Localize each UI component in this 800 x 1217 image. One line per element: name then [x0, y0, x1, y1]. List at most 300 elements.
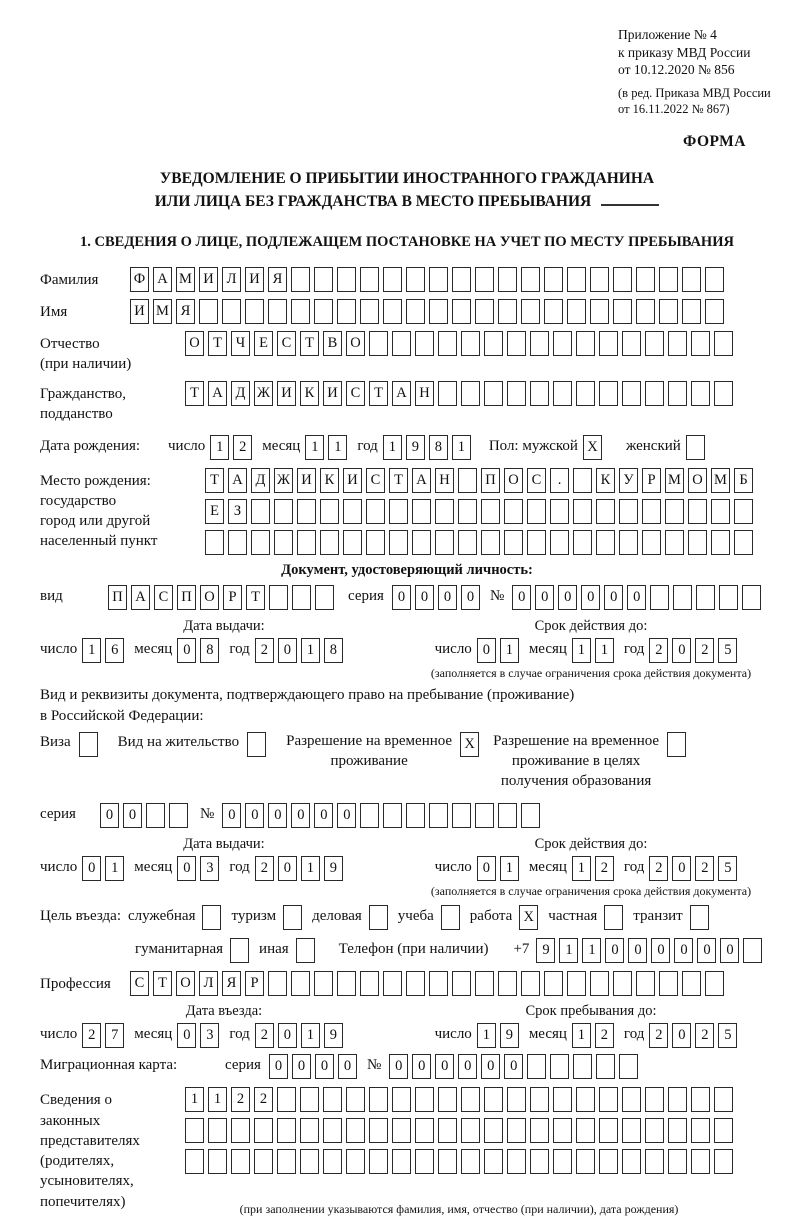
form-cell[interactable] — [567, 971, 586, 996]
form-cell[interactable]: 0 — [581, 585, 600, 610]
form-cell[interactable] — [507, 1118, 526, 1143]
form-cell[interactable] — [521, 299, 540, 324]
permit-issue-day-cells[interactable] — [82, 856, 124, 881]
form-cell[interactable] — [696, 585, 715, 610]
form-cell[interactable] — [642, 530, 661, 555]
form-cell[interactable] — [406, 299, 425, 324]
form-cell[interactable] — [530, 331, 549, 356]
form-cell[interactable]: 1 — [82, 638, 101, 663]
form-cell[interactable]: М — [665, 468, 684, 493]
form-cell[interactable]: 0 — [338, 1054, 357, 1079]
form-cell[interactable]: 0 — [438, 585, 457, 610]
form-cell[interactable]: 0 — [315, 1054, 334, 1079]
form-cell[interactable] — [596, 530, 615, 555]
form-cell[interactable]: 2 — [695, 638, 714, 663]
form-cell[interactable]: 9 — [406, 435, 425, 460]
form-cell[interactable] — [673, 585, 692, 610]
form-cell[interactable]: 1 — [185, 1087, 204, 1112]
form-cell[interactable] — [481, 530, 500, 555]
form-cell[interactable] — [504, 499, 523, 524]
stay-year-cells[interactable] — [649, 1023, 737, 1048]
form-cell[interactable] — [369, 1118, 388, 1143]
purpose-work-checkbox[interactable] — [519, 905, 538, 930]
form-cell[interactable]: Ф — [130, 267, 149, 292]
stay-month-cells[interactable] — [572, 1023, 614, 1048]
form-cell[interactable] — [504, 530, 523, 555]
form-cell[interactable] — [550, 499, 569, 524]
form-cell[interactable] — [668, 331, 687, 356]
form-cell[interactable] — [668, 1149, 687, 1174]
form-cell[interactable] — [169, 803, 188, 828]
form-cell[interactable] — [185, 1149, 204, 1174]
form-cell[interactable] — [337, 267, 356, 292]
form-cell[interactable] — [300, 1149, 319, 1174]
form-cell[interactable] — [705, 267, 724, 292]
form-cell[interactable]: 0 — [268, 803, 287, 828]
form-cell[interactable] — [452, 803, 471, 828]
form-cell[interactable] — [438, 1149, 457, 1174]
form-cell[interactable] — [619, 1054, 638, 1079]
form-cell[interactable]: 1 — [452, 435, 471, 460]
form-cell[interactable]: Е — [205, 499, 224, 524]
permit-valid-day-cells[interactable] — [477, 856, 519, 881]
form-cell[interactable] — [314, 971, 333, 996]
form-cell[interactable] — [576, 331, 595, 356]
form-cell[interactable]: 1 — [500, 638, 519, 663]
form-cell[interactable]: 2 — [233, 435, 252, 460]
form-cell[interactable]: 1 — [210, 435, 229, 460]
form-cell[interactable]: Т — [208, 331, 227, 356]
form-cell[interactable]: С — [366, 468, 385, 493]
form-cell[interactable]: 0 — [435, 1054, 454, 1079]
form-cell[interactable] — [742, 585, 761, 610]
form-cell[interactable] — [484, 1087, 503, 1112]
form-cell[interactable] — [544, 299, 563, 324]
form-cell[interactable] — [406, 803, 425, 828]
form-cell[interactable] — [251, 530, 270, 555]
form-cell[interactable] — [79, 732, 98, 757]
form-cell[interactable]: 0 — [389, 1054, 408, 1079]
form-cell[interactable]: Б — [734, 468, 753, 493]
form-cell[interactable]: И — [297, 468, 316, 493]
form-cell[interactable] — [392, 1149, 411, 1174]
form-cell[interactable] — [369, 1149, 388, 1174]
form-cell[interactable]: М — [153, 299, 172, 324]
form-cell[interactable]: 1 — [208, 1087, 227, 1112]
form-cell[interactable] — [277, 1149, 296, 1174]
form-cell[interactable] — [475, 299, 494, 324]
form-cell[interactable]: О — [200, 585, 219, 610]
form-cell[interactable] — [360, 803, 379, 828]
form-cell[interactable]: Т — [185, 381, 204, 406]
form-cell[interactable] — [567, 299, 586, 324]
form-cell[interactable] — [686, 435, 705, 460]
form-cell[interactable] — [346, 1087, 365, 1112]
form-cell[interactable] — [682, 971, 701, 996]
form-cell[interactable] — [314, 267, 333, 292]
form-cell[interactable]: 0 — [697, 938, 716, 963]
form-cell[interactable]: К — [320, 468, 339, 493]
form-cell[interactable] — [613, 267, 632, 292]
form-cell[interactable] — [314, 299, 333, 324]
form-cell[interactable] — [530, 1149, 549, 1174]
form-cell[interactable]: 0 — [512, 585, 531, 610]
form-cell[interactable]: 2 — [82, 1023, 101, 1048]
form-cell[interactable] — [599, 331, 618, 356]
form-cell[interactable] — [383, 299, 402, 324]
form-cell[interactable] — [415, 1087, 434, 1112]
form-cell[interactable] — [438, 1087, 457, 1112]
form-cell[interactable] — [714, 381, 733, 406]
form-cell[interactable] — [527, 530, 546, 555]
birth-month-cells[interactable] — [305, 435, 347, 460]
form-cell[interactable] — [550, 530, 569, 555]
form-cell[interactable]: 9 — [536, 938, 555, 963]
form-cell[interactable] — [645, 1118, 664, 1143]
form-cell[interactable] — [245, 299, 264, 324]
form-cell[interactable] — [521, 971, 540, 996]
form-cell[interactable]: 0 — [177, 856, 196, 881]
form-cell[interactable]: 0 — [477, 856, 496, 881]
form-cell[interactable] — [452, 299, 471, 324]
form-cell[interactable]: 9 — [324, 856, 343, 881]
form-cell[interactable] — [269, 585, 288, 610]
form-cell[interactable] — [544, 971, 563, 996]
form-cell[interactable] — [205, 530, 224, 555]
form-cell[interactable]: Я — [222, 971, 241, 996]
form-cell[interactable]: И — [343, 468, 362, 493]
doc-valid-day-cells[interactable] — [477, 638, 519, 663]
form-cell[interactable] — [438, 1118, 457, 1143]
form-cell[interactable] — [291, 267, 310, 292]
form-cell[interactable]: И — [323, 381, 342, 406]
form-cell[interactable]: Д — [231, 381, 250, 406]
permit-number-cells[interactable] — [222, 803, 540, 828]
form-cell[interactable] — [498, 267, 517, 292]
form-cell[interactable]: 1 — [301, 856, 320, 881]
form-cell[interactable] — [392, 1087, 411, 1112]
form-cell[interactable]: 0 — [481, 1054, 500, 1079]
doc-number-cells[interactable] — [512, 585, 761, 610]
residence-permit-checkbox[interactable] — [247, 731, 266, 757]
form-cell[interactable] — [337, 971, 356, 996]
form-cell[interactable]: 2 — [255, 1023, 274, 1048]
form-cell[interactable]: 2 — [255, 856, 274, 881]
form-cell[interactable] — [458, 499, 477, 524]
form-cell[interactable]: Ж — [254, 381, 273, 406]
form-cell[interactable]: Я — [176, 299, 195, 324]
visa-checkbox[interactable] — [79, 731, 98, 757]
form-cell[interactable] — [429, 267, 448, 292]
form-cell[interactable]: 8 — [324, 638, 343, 663]
form-cell[interactable]: И — [277, 381, 296, 406]
doc-valid-year-cells[interactable] — [649, 638, 737, 663]
form-cell[interactable] — [296, 938, 315, 963]
form-cell[interactable]: 1 — [559, 938, 578, 963]
form-cell[interactable]: 1 — [500, 856, 519, 881]
purpose-study-checkbox[interactable] — [441, 905, 460, 930]
form-cell[interactable] — [599, 1149, 618, 1174]
form-cell[interactable]: П — [108, 585, 127, 610]
form-cell[interactable]: 2 — [649, 638, 668, 663]
form-cell[interactable]: 1 — [582, 938, 601, 963]
form-cell[interactable] — [576, 381, 595, 406]
form-cell[interactable] — [323, 1118, 342, 1143]
form-cell[interactable]: 1 — [572, 638, 591, 663]
form-cell[interactable] — [567, 267, 586, 292]
form-cell[interactable] — [668, 381, 687, 406]
form-cell[interactable] — [406, 267, 425, 292]
doc-issue-year-cells[interactable] — [255, 638, 343, 663]
form-cell[interactable]: 0 — [123, 803, 142, 828]
birthplace-row1-cells[interactable] — [205, 468, 753, 493]
form-cell[interactable]: 0 — [100, 803, 119, 828]
form-cell[interactable]: С — [154, 585, 173, 610]
doc-type-cells[interactable] — [108, 585, 334, 610]
form-cell[interactable] — [268, 299, 287, 324]
form-cell[interactable]: П — [481, 468, 500, 493]
doc-issue-day-cells[interactable] — [82, 638, 124, 663]
form-cell[interactable]: 0 — [278, 1023, 297, 1048]
form-cell[interactable] — [360, 299, 379, 324]
form-cell[interactable]: 0 — [245, 803, 264, 828]
form-cell[interactable]: 0 — [82, 856, 101, 881]
form-cell[interactable]: 0 — [412, 1054, 431, 1079]
form-cell[interactable] — [415, 1118, 434, 1143]
form-cell[interactable] — [688, 530, 707, 555]
form-cell[interactable]: А — [392, 381, 411, 406]
form-cell[interactable] — [507, 1149, 526, 1174]
form-cell[interactable]: 2 — [649, 1023, 668, 1048]
form-cell[interactable] — [553, 1087, 572, 1112]
form-cell[interactable]: Т — [389, 468, 408, 493]
stay-day-cells[interactable] — [477, 1023, 519, 1048]
form-cell[interactable] — [484, 331, 503, 356]
form-cell[interactable]: 0 — [415, 585, 434, 610]
form-cell[interactable]: 7 — [105, 1023, 124, 1048]
purpose-official-checkbox[interactable] — [202, 905, 221, 930]
birthplace-row2-cells[interactable] — [205, 499, 753, 524]
form-cell[interactable]: 5 — [718, 1023, 737, 1048]
form-cell[interactable] — [743, 938, 762, 963]
form-cell[interactable] — [622, 331, 641, 356]
form-cell[interactable]: 0 — [672, 856, 691, 881]
form-cell[interactable] — [553, 1149, 572, 1174]
permit-issue-year-cells[interactable] — [255, 856, 343, 881]
form-cell[interactable]: Н — [415, 381, 434, 406]
form-cell[interactable] — [645, 381, 664, 406]
form-cell[interactable]: 2 — [254, 1087, 273, 1112]
form-cell[interactable] — [553, 331, 572, 356]
form-cell[interactable] — [622, 1087, 641, 1112]
form-cell[interactable]: 6 — [105, 638, 124, 663]
doc-valid-month-cells[interactable] — [572, 638, 614, 663]
form-cell[interactable]: У — [619, 468, 638, 493]
form-cell[interactable]: О — [176, 971, 195, 996]
representatives-row2-cells[interactable] — [185, 1118, 733, 1143]
form-cell[interactable] — [366, 499, 385, 524]
form-cell[interactable] — [435, 499, 454, 524]
form-cell[interactable]: 0 — [720, 938, 739, 963]
form-cell[interactable] — [484, 381, 503, 406]
form-cell[interactable] — [530, 1118, 549, 1143]
form-cell[interactable]: 2 — [255, 638, 274, 663]
form-cell[interactable] — [291, 299, 310, 324]
form-cell[interactable]: 5 — [718, 856, 737, 881]
form-cell[interactable]: X — [519, 905, 538, 930]
form-cell[interactable]: 3 — [200, 1023, 219, 1048]
form-cell[interactable] — [622, 1118, 641, 1143]
form-cell[interactable] — [283, 905, 302, 930]
form-cell[interactable] — [366, 530, 385, 555]
form-cell[interactable] — [714, 331, 733, 356]
form-cell[interactable]: О — [688, 468, 707, 493]
sex-female-checkbox[interactable] — [686, 435, 705, 460]
form-cell[interactable]: 3 — [200, 856, 219, 881]
form-cell[interactable] — [435, 530, 454, 555]
form-cell[interactable] — [251, 499, 270, 524]
form-cell[interactable]: 0 — [604, 585, 623, 610]
form-cell[interactable] — [659, 299, 678, 324]
form-cell[interactable] — [254, 1118, 273, 1143]
form-cell[interactable] — [452, 267, 471, 292]
form-cell[interactable]: 0 — [672, 638, 691, 663]
form-cell[interactable] — [415, 1149, 434, 1174]
form-cell[interactable]: Я — [268, 267, 287, 292]
form-cell[interactable] — [406, 971, 425, 996]
form-cell[interactable] — [360, 971, 379, 996]
form-cell[interactable] — [268, 971, 287, 996]
form-cell[interactable] — [668, 1087, 687, 1112]
form-cell[interactable] — [228, 530, 247, 555]
form-cell[interactable] — [346, 1149, 365, 1174]
form-cell[interactable] — [429, 803, 448, 828]
form-cell[interactable] — [507, 381, 526, 406]
form-cell[interactable] — [412, 499, 431, 524]
form-cell[interactable] — [185, 1118, 204, 1143]
form-cell[interactable] — [438, 381, 457, 406]
form-cell[interactable]: 1 — [305, 435, 324, 460]
form-cell[interactable] — [383, 267, 402, 292]
form-cell[interactable] — [300, 1118, 319, 1143]
form-cell[interactable] — [622, 381, 641, 406]
form-cell[interactable]: С — [130, 971, 149, 996]
form-cell[interactable] — [682, 299, 701, 324]
form-cell[interactable] — [231, 1149, 250, 1174]
form-cell[interactable] — [481, 499, 500, 524]
form-cell[interactable] — [297, 499, 316, 524]
form-cell[interactable] — [573, 530, 592, 555]
form-cell[interactable] — [596, 1054, 615, 1079]
form-cell[interactable] — [668, 1118, 687, 1143]
form-cell[interactable] — [553, 381, 572, 406]
form-cell[interactable]: О — [185, 331, 204, 356]
form-cell[interactable]: П — [177, 585, 196, 610]
doc-issue-month-cells[interactable] — [177, 638, 219, 663]
form-cell[interactable]: А — [228, 468, 247, 493]
form-cell[interactable]: Н — [435, 468, 454, 493]
form-cell[interactable]: С — [527, 468, 546, 493]
form-cell[interactable] — [599, 1087, 618, 1112]
form-cell[interactable]: 0 — [314, 803, 333, 828]
form-cell[interactable]: 0 — [177, 1023, 196, 1048]
form-cell[interactable]: . — [550, 468, 569, 493]
form-cell[interactable] — [369, 1087, 388, 1112]
form-cell[interactable]: А — [153, 267, 172, 292]
temp-permit-checkbox[interactable] — [460, 731, 479, 757]
form-cell[interactable] — [576, 1087, 595, 1112]
form-cell[interactable] — [343, 530, 362, 555]
given-name-cells[interactable] — [130, 299, 724, 324]
form-cell[interactable]: 1 — [572, 1023, 591, 1048]
form-cell[interactable]: X — [583, 435, 602, 460]
form-cell[interactable] — [599, 381, 618, 406]
form-cell[interactable] — [429, 299, 448, 324]
form-cell[interactable] — [590, 971, 609, 996]
form-cell[interactable]: 2 — [695, 856, 714, 881]
form-cell[interactable]: 0 — [278, 856, 297, 881]
form-cell[interactable]: 0 — [458, 1054, 477, 1079]
form-cell[interactable] — [604, 905, 623, 930]
form-cell[interactable]: 1 — [383, 435, 402, 460]
form-cell[interactable] — [458, 468, 477, 493]
form-cell[interactable]: 1 — [301, 638, 320, 663]
permit-valid-month-cells[interactable] — [572, 856, 614, 881]
form-cell[interactable] — [274, 530, 293, 555]
form-cell[interactable] — [461, 381, 480, 406]
form-cell[interactable]: А — [208, 381, 227, 406]
form-cell[interactable] — [369, 331, 388, 356]
form-cell[interactable]: 8 — [429, 435, 448, 460]
form-cell[interactable]: 0 — [605, 938, 624, 963]
temp-permit-edu-checkbox[interactable] — [667, 731, 686, 757]
permit-issue-month-cells[interactable] — [177, 856, 219, 881]
surname-cells[interactable] — [130, 267, 724, 292]
form-cell[interactable]: Л — [222, 267, 241, 292]
form-cell[interactable]: 0 — [222, 803, 241, 828]
form-cell[interactable]: 0 — [292, 1054, 311, 1079]
form-cell[interactable]: 1 — [595, 638, 614, 663]
form-cell[interactable] — [429, 971, 448, 996]
form-cell[interactable] — [527, 1054, 546, 1079]
form-cell[interactable] — [691, 1087, 710, 1112]
form-cell[interactable] — [392, 331, 411, 356]
form-cell[interactable] — [650, 585, 669, 610]
form-cell[interactable]: О — [504, 468, 523, 493]
form-cell[interactable] — [590, 267, 609, 292]
form-cell[interactable]: 0 — [628, 938, 647, 963]
form-cell[interactable] — [461, 1087, 480, 1112]
form-cell[interactable]: 1 — [477, 1023, 496, 1048]
form-cell[interactable] — [714, 1149, 733, 1174]
form-cell[interactable] — [461, 1118, 480, 1143]
form-cell[interactable] — [705, 299, 724, 324]
form-cell[interactable]: Л — [199, 971, 218, 996]
permit-valid-year-cells[interactable] — [649, 856, 737, 881]
form-cell[interactable]: 0 — [461, 585, 480, 610]
birth-day-cells[interactable] — [210, 435, 252, 460]
form-cell[interactable] — [690, 905, 709, 930]
form-cell[interactable] — [320, 499, 339, 524]
form-cell[interactable]: 0 — [672, 1023, 691, 1048]
form-cell[interactable] — [576, 1149, 595, 1174]
form-cell[interactable]: 1 — [328, 435, 347, 460]
form-cell[interactable] — [691, 381, 710, 406]
form-cell[interactable]: З — [228, 499, 247, 524]
representatives-row3-cells[interactable] — [185, 1149, 733, 1174]
form-cell[interactable]: 2 — [695, 1023, 714, 1048]
form-cell[interactable]: Т — [205, 468, 224, 493]
